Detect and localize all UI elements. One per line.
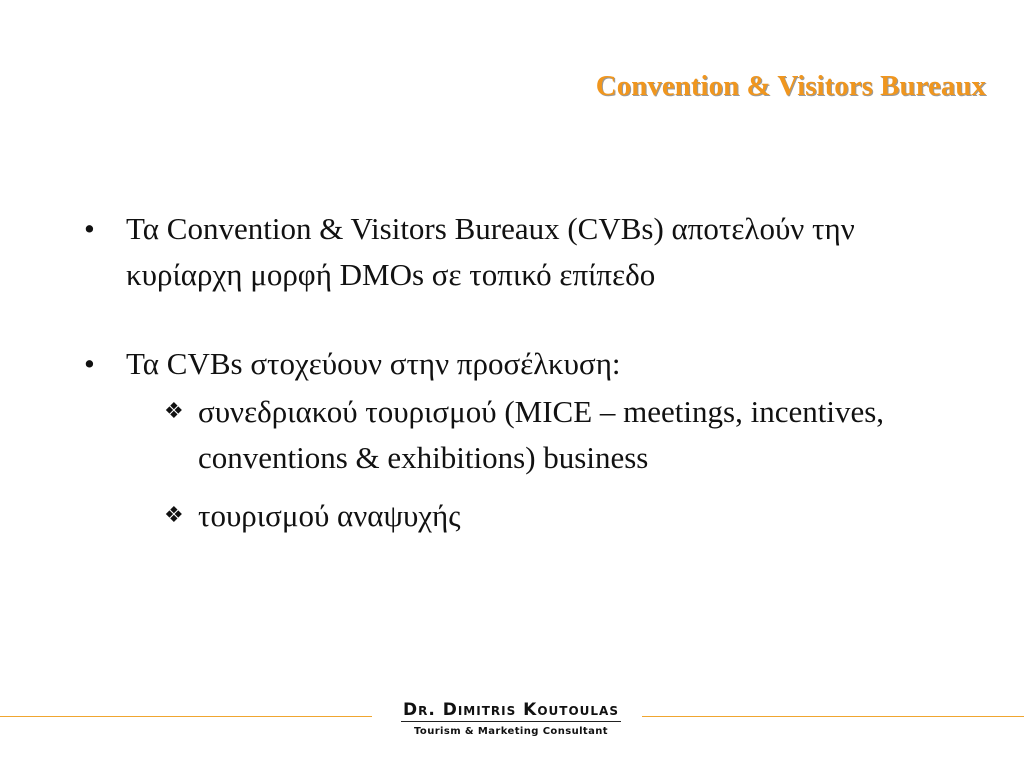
sub-bullet-text: συνεδριακού τουρισμού (MICE – meetings, incentives, conventions & exhibitions) business <box>198 394 885 475</box>
footer-brand <box>382 700 640 737</box>
sub-bullet-text: τουρισμού αναψυχής <box>198 498 461 533</box>
slide-title: Convention & Visitors Bureaux <box>595 70 986 102</box>
bullet-text: Τα CVBs στοχεύουν στην προσέλκυση: <box>126 346 621 381</box>
diamond-bullet-icon: ❖ <box>164 399 184 424</box>
bullet-text: Τα Convention & Visitors Bureaux (CVBs) αποτελούν την κυρίαρχη μορφή DMOs σε τοπικό επίπεδο <box>126 211 855 292</box>
brand-name: Dr. Dimitris Koutoulas <box>403 700 619 720</box>
slide-content <box>84 206 964 539</box>
footer-divider-right <box>642 716 1024 717</box>
footer-divider-left <box>0 716 372 717</box>
sub-bullet-item <box>164 493 964 539</box>
sub-bullet-item <box>164 389 964 481</box>
sub-bullet-list <box>164 389 964 539</box>
bullet-icon: • <box>84 211 95 246</box>
diamond-bullet-icon: ❖ <box>164 503 184 528</box>
bullet-item <box>84 206 964 298</box>
bullet-item <box>84 341 964 387</box>
brand-tagline: Tourism & Marketing Consultant <box>414 726 608 737</box>
bullet-icon: • <box>84 346 95 381</box>
